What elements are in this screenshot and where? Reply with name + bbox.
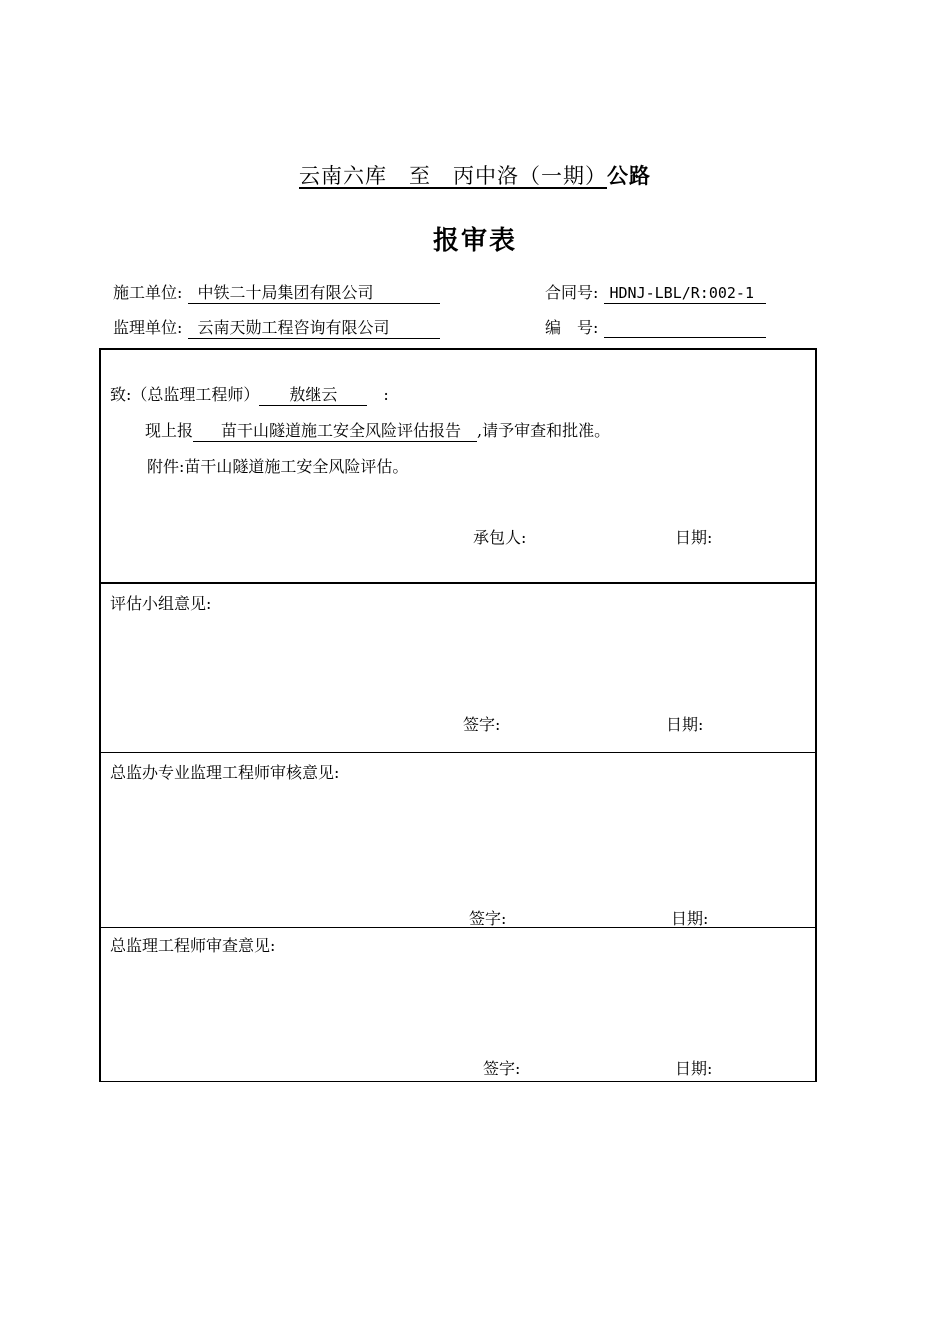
report-name: 苗干山隧道施工安全风险评估报告 — [193, 421, 477, 442]
contract-value: HDNJ-LBL/R:002-1 — [604, 283, 766, 304]
specialist-review-label: 总监办专业监理工程师审核意见: — [110, 763, 340, 782]
route-to: 丙中洛（一期） — [453, 164, 607, 188]
route-from: 云南六库 — [299, 164, 387, 188]
divider-2 — [101, 752, 815, 753]
route-to-word: 至 — [409, 164, 431, 188]
section3-date-label: 日期: — [671, 909, 709, 928]
divider-1 — [101, 582, 815, 584]
section1-date-label: 日期: — [675, 528, 713, 547]
contractor-label: 施工单位: — [113, 283, 183, 302]
contractor-row — [113, 280, 440, 304]
report-prefix: 现上报 — [145, 421, 194, 440]
project-title-line — [0, 160, 950, 190]
supervisor-value: 云南天勋工程咨询有限公司 — [188, 318, 440, 339]
section4-sign-label: 签字: — [483, 1059, 521, 1078]
number-value — [604, 317, 766, 338]
supervisor-label: 监理单位: — [113, 318, 183, 337]
road-suffix: 公路 — [607, 164, 651, 188]
number-label: 编 号: — [545, 318, 599, 337]
contract-row — [545, 280, 766, 304]
report-line — [145, 418, 610, 442]
supervisor-row — [113, 315, 440, 339]
attachment-line: 附件:苗干山隧道施工安全风险评估。 — [147, 457, 409, 476]
engineer-name: 敖继云 — [259, 385, 367, 406]
number-row — [545, 315, 766, 338]
report-suffix: ,请予审查和批准。 — [477, 421, 611, 440]
section2-date-label: 日期: — [666, 715, 704, 734]
chief-review-label: 总监理工程师审查意见: — [110, 936, 276, 955]
addressee-suffix: : — [383, 385, 389, 404]
page-title: 报审表 — [432, 226, 517, 256]
section4-date-label: 日期: — [675, 1059, 713, 1078]
addressee-prefix: 致:（总监理工程师） — [110, 385, 260, 404]
approval-form — [99, 348, 817, 1082]
contractor-sign-label: 承包人: — [473, 528, 527, 547]
contract-label: 合同号: — [545, 283, 599, 302]
addressee-line — [110, 382, 389, 406]
section2-sign-label: 签字: — [463, 715, 501, 734]
divider-3 — [101, 927, 815, 928]
form-bottom-line — [101, 1081, 815, 1082]
assessment-group-label: 评估小组意见: — [110, 594, 212, 613]
contractor-value: 中铁二十局集团有限公司 — [188, 283, 440, 304]
section3-sign-label: 签字: — [469, 909, 507, 928]
